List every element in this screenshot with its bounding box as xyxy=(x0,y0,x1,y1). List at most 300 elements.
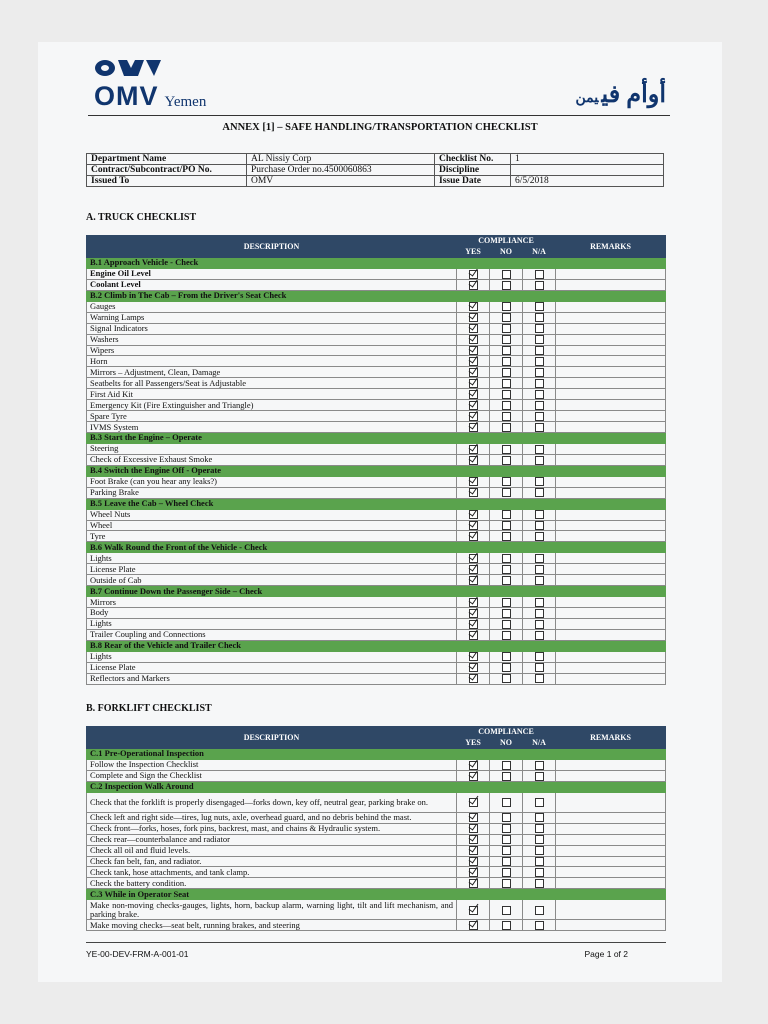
checkbox-yes[interactable] xyxy=(469,357,478,366)
checkbox-no[interactable] xyxy=(502,824,511,833)
checkbox-yes[interactable] xyxy=(469,324,478,333)
remarks-cell[interactable] xyxy=(556,564,666,575)
checkbox-na[interactable] xyxy=(535,270,544,279)
checkbox-no[interactable] xyxy=(502,620,511,629)
remarks-cell[interactable] xyxy=(556,662,666,673)
remarks-cell[interactable] xyxy=(556,900,666,920)
checkbox-na[interactable] xyxy=(535,379,544,388)
checkbox-na[interactable] xyxy=(535,488,544,497)
info-label: Contract/Subcontract/PO No. xyxy=(87,165,247,176)
checkbox-no[interactable] xyxy=(502,652,511,661)
checkbox-yes[interactable] xyxy=(469,772,478,781)
checkbox-yes[interactable] xyxy=(469,921,478,930)
checkbox-na[interactable] xyxy=(535,652,544,661)
checkbox-no[interactable] xyxy=(502,761,511,770)
compliance-yes-cell xyxy=(457,400,490,411)
remarks-cell[interactable] xyxy=(556,823,666,834)
checkbox-na[interactable] xyxy=(535,835,544,844)
checkbox-yes[interactable] xyxy=(469,598,478,607)
checkbox-na[interactable] xyxy=(535,390,544,399)
checkbox-no[interactable] xyxy=(502,772,511,781)
forklift-header-remarks: REMARKS xyxy=(556,727,666,749)
checkbox-na[interactable] xyxy=(535,798,544,807)
checkbox-no[interactable] xyxy=(502,281,511,290)
remarks-cell[interactable] xyxy=(556,597,666,608)
checkbox-yes[interactable] xyxy=(469,521,478,530)
remarks-cell[interactable] xyxy=(556,334,666,345)
item-description: Foot Brake (can you hear any leaks?) xyxy=(87,476,457,487)
remarks-cell[interactable] xyxy=(556,476,666,487)
checkbox-no[interactable] xyxy=(502,477,511,486)
checkbox-no[interactable] xyxy=(502,835,511,844)
group-label: B.8 Rear of the Vehicle and Trailer Check xyxy=(87,640,666,651)
checkbox-no[interactable] xyxy=(502,663,511,672)
remarks-cell[interactable] xyxy=(556,422,666,433)
compliance-yes-cell xyxy=(457,378,490,389)
truck-header-description: DESCRIPTION xyxy=(87,236,457,258)
checklist-row xyxy=(87,422,666,433)
item-description: Washers xyxy=(87,334,457,345)
item-description: Wheel xyxy=(87,520,457,531)
compliance-na-cell xyxy=(523,673,556,684)
info-label: Discipline xyxy=(435,165,511,176)
compliance-na-cell xyxy=(523,443,556,454)
checkbox-yes[interactable] xyxy=(469,379,478,388)
checklist-row xyxy=(87,920,666,931)
group-row xyxy=(87,498,666,509)
checkbox-yes[interactable] xyxy=(469,445,478,454)
forklift-header-na: N/A xyxy=(523,738,556,749)
checklist-row xyxy=(87,443,666,454)
checkbox-yes[interactable] xyxy=(469,824,478,833)
compliance-yes-cell xyxy=(457,792,490,812)
remarks-cell[interactable] xyxy=(556,443,666,454)
compliance-yes-cell xyxy=(457,629,490,640)
checkbox-na[interactable] xyxy=(535,302,544,311)
remarks-cell[interactable] xyxy=(556,345,666,356)
remarks-cell[interactable] xyxy=(556,411,666,422)
compliance-na-cell xyxy=(523,520,556,531)
compliance-yes-cell xyxy=(457,279,490,290)
checklist-row xyxy=(87,454,666,465)
checkbox-no[interactable] xyxy=(502,868,511,877)
checkbox-yes[interactable] xyxy=(469,846,478,855)
brand-subtitle: Yemen xyxy=(164,94,207,110)
checkbox-no[interactable] xyxy=(502,488,511,497)
compliance-na-cell xyxy=(523,476,556,487)
item-description: Mirrors xyxy=(87,597,457,608)
compliance-no-cell xyxy=(490,792,523,812)
checkbox-yes[interactable] xyxy=(469,488,478,497)
checkbox-no[interactable] xyxy=(502,521,511,530)
checkbox-no[interactable] xyxy=(502,576,511,585)
checklist-row xyxy=(87,400,666,411)
compliance-no-cell xyxy=(490,608,523,619)
compliance-na-cell xyxy=(523,564,556,575)
info-value: OMV xyxy=(247,176,435,187)
checkbox-na[interactable] xyxy=(535,456,544,465)
compliance-no-cell xyxy=(490,301,523,312)
truck-section-title: A. TRUCK CHECKLIST xyxy=(86,212,197,223)
checkbox-na[interactable] xyxy=(535,477,544,486)
checkbox-na[interactable] xyxy=(535,281,544,290)
compliance-yes-cell xyxy=(457,856,490,867)
compliance-na-cell xyxy=(523,422,556,433)
checkbox-na[interactable] xyxy=(535,824,544,833)
item-description: Body xyxy=(87,608,457,619)
checkbox-no[interactable] xyxy=(502,879,511,888)
checkbox-na[interactable] xyxy=(535,445,544,454)
checklist-row xyxy=(87,629,666,640)
checkbox-na[interactable] xyxy=(535,554,544,563)
checkbox-no[interactable] xyxy=(502,335,511,344)
remarks-cell[interactable] xyxy=(556,279,666,290)
compliance-yes-cell xyxy=(457,867,490,878)
checkbox-yes[interactable] xyxy=(469,390,478,399)
group-label: B.4 Switch the Engine Off - Operate xyxy=(87,465,666,476)
checklist-row xyxy=(87,759,666,770)
checkbox-no[interactable] xyxy=(502,631,511,640)
checkbox-yes[interactable] xyxy=(469,368,478,377)
remarks-cell[interactable] xyxy=(556,759,666,770)
checkbox-na[interactable] xyxy=(535,906,544,915)
item-description: Gauges xyxy=(87,301,457,312)
truck-header-yes: YES xyxy=(457,247,490,258)
checkbox-yes[interactable] xyxy=(469,576,478,585)
checkbox-no[interactable] xyxy=(502,368,511,377)
checkbox-yes[interactable] xyxy=(469,313,478,322)
compliance-na-cell xyxy=(523,651,556,662)
remarks-cell[interactable] xyxy=(556,487,666,498)
checkbox-na[interactable] xyxy=(535,401,544,410)
group-row xyxy=(87,749,666,760)
compliance-yes-cell xyxy=(457,411,490,422)
compliance-na-cell xyxy=(523,629,556,640)
checkbox-no[interactable] xyxy=(502,324,511,333)
item-description: Coolant Level xyxy=(87,279,457,290)
checkbox-yes[interactable] xyxy=(469,857,478,866)
compliance-yes-cell xyxy=(457,920,490,931)
checkbox-na[interactable] xyxy=(535,357,544,366)
item-description: Signal Indicators xyxy=(87,323,457,334)
compliance-na-cell xyxy=(523,878,556,889)
compliance-yes-cell xyxy=(457,356,490,367)
item-description: Warning Lamps xyxy=(87,312,457,323)
remarks-cell[interactable] xyxy=(556,812,666,823)
compliance-no-cell xyxy=(490,411,523,422)
checkbox-yes[interactable] xyxy=(469,456,478,465)
checkbox-na[interactable] xyxy=(535,609,544,618)
checkbox-na[interactable] xyxy=(535,368,544,377)
compliance-na-cell xyxy=(523,411,556,422)
checkbox-no[interactable] xyxy=(502,846,511,855)
info-row xyxy=(87,176,664,187)
checkbox-na[interactable] xyxy=(535,510,544,519)
compliance-no-cell xyxy=(490,878,523,889)
checkbox-no[interactable] xyxy=(502,270,511,279)
compliance-no-cell xyxy=(490,323,523,334)
checkbox-no[interactable] xyxy=(502,532,511,541)
remarks-cell[interactable] xyxy=(556,920,666,931)
checkbox-na[interactable] xyxy=(535,857,544,866)
remarks-cell[interactable] xyxy=(556,454,666,465)
item-description: Reflectors and Markers xyxy=(87,673,457,684)
compliance-yes-cell xyxy=(457,564,490,575)
remarks-cell[interactable] xyxy=(556,575,666,586)
remarks-cell[interactable] xyxy=(556,878,666,889)
checkbox-no[interactable] xyxy=(502,554,511,563)
checklist-row xyxy=(87,564,666,575)
checklist-row xyxy=(87,845,666,856)
checklist-row xyxy=(87,867,666,878)
remarks-cell[interactable] xyxy=(556,531,666,542)
compliance-yes-cell xyxy=(457,878,490,889)
compliance-yes-cell xyxy=(457,520,490,531)
compliance-yes-cell xyxy=(457,487,490,498)
checkbox-na[interactable] xyxy=(535,346,544,355)
checklist-row xyxy=(87,411,666,422)
checkbox-yes[interactable] xyxy=(469,761,478,770)
compliance-na-cell xyxy=(523,323,556,334)
remarks-cell[interactable] xyxy=(556,509,666,520)
checkbox-na[interactable] xyxy=(535,631,544,640)
checkbox-yes[interactable] xyxy=(469,652,478,661)
group-row xyxy=(87,290,666,301)
compliance-yes-cell xyxy=(457,531,490,542)
item-description: Check left and right side—tires, lug nuts, axle, overhead guard, and no debris behind the mast. xyxy=(87,812,457,823)
group-row xyxy=(87,781,666,792)
remarks-cell[interactable] xyxy=(556,856,666,867)
compliance-na-cell xyxy=(523,454,556,465)
compliance-na-cell xyxy=(523,487,556,498)
compliance-no-cell xyxy=(490,673,523,684)
checkbox-na[interactable] xyxy=(535,576,544,585)
checkbox-yes[interactable] xyxy=(469,270,478,279)
remarks-cell[interactable] xyxy=(556,608,666,619)
checkbox-no[interactable] xyxy=(502,598,511,607)
checkbox-no[interactable] xyxy=(502,906,511,915)
checkbox-yes[interactable] xyxy=(469,813,478,822)
checkbox-na[interactable] xyxy=(535,772,544,781)
compliance-no-cell xyxy=(490,823,523,834)
footer-rule xyxy=(86,942,666,943)
checkbox-no[interactable] xyxy=(502,445,511,454)
item-description: Lights xyxy=(87,553,457,564)
checkbox-na[interactable] xyxy=(535,846,544,855)
compliance-no-cell xyxy=(490,476,523,487)
compliance-yes-cell xyxy=(457,812,490,823)
remarks-cell[interactable] xyxy=(556,378,666,389)
checkbox-yes[interactable] xyxy=(469,401,478,410)
checkbox-na[interactable] xyxy=(535,335,544,344)
checkbox-yes[interactable] xyxy=(469,631,478,640)
compliance-na-cell xyxy=(523,345,556,356)
checkbox-yes[interactable] xyxy=(469,620,478,629)
compliance-no-cell xyxy=(490,520,523,531)
remarks-cell[interactable] xyxy=(556,792,666,812)
remarks-cell[interactable] xyxy=(556,323,666,334)
checkbox-na[interactable] xyxy=(535,813,544,822)
checkbox-no[interactable] xyxy=(502,313,511,322)
checkbox-no[interactable] xyxy=(502,379,511,388)
checkbox-yes[interactable] xyxy=(469,879,478,888)
checkbox-yes[interactable] xyxy=(469,798,478,807)
remarks-cell[interactable] xyxy=(556,400,666,411)
checkbox-yes[interactable] xyxy=(469,674,478,683)
checkbox-na[interactable] xyxy=(535,921,544,930)
remarks-cell[interactable] xyxy=(556,553,666,564)
compliance-na-cell xyxy=(523,845,556,856)
checkbox-na[interactable] xyxy=(535,532,544,541)
checkbox-yes[interactable] xyxy=(469,302,478,311)
checkbox-na[interactable] xyxy=(535,674,544,683)
checkbox-yes[interactable] xyxy=(469,281,478,290)
checkbox-yes[interactable] xyxy=(469,565,478,574)
compliance-na-cell xyxy=(523,575,556,586)
compliance-no-cell xyxy=(490,268,523,279)
checkbox-na[interactable] xyxy=(535,313,544,322)
group-label: B.2 Climb in The Cab – From the Driver's Seat Check xyxy=(87,290,666,301)
forklift-header-no: NO xyxy=(490,738,523,749)
remarks-cell[interactable] xyxy=(556,867,666,878)
omv-logo xyxy=(94,58,206,110)
checklist-row xyxy=(87,389,666,400)
checkbox-yes[interactable] xyxy=(469,532,478,541)
remarks-cell[interactable] xyxy=(556,651,666,662)
checkbox-yes[interactable] xyxy=(469,609,478,618)
forklift-checklist-table xyxy=(86,726,666,931)
checkbox-yes[interactable] xyxy=(469,335,478,344)
checkbox-no[interactable] xyxy=(502,423,511,432)
compliance-yes-cell xyxy=(457,618,490,629)
group-label: C.2 Inspection Walk Around xyxy=(87,781,666,792)
checkbox-na[interactable] xyxy=(535,620,544,629)
remarks-cell[interactable] xyxy=(556,845,666,856)
checkbox-yes[interactable] xyxy=(469,554,478,563)
compliance-no-cell xyxy=(490,509,523,520)
compliance-yes-cell xyxy=(457,673,490,684)
remarks-cell[interactable] xyxy=(556,356,666,367)
compliance-na-cell xyxy=(523,531,556,542)
checkbox-na[interactable] xyxy=(535,598,544,607)
checklist-row xyxy=(87,345,666,356)
checkbox-yes[interactable] xyxy=(469,868,478,877)
compliance-na-cell xyxy=(523,334,556,345)
compliance-no-cell xyxy=(490,575,523,586)
item-description: Check fan belt, fan, and radiator. xyxy=(87,856,457,867)
remarks-cell[interactable] xyxy=(556,834,666,845)
checklist-row xyxy=(87,662,666,673)
truck-header-remarks: REMARKS xyxy=(556,236,666,258)
remarks-cell[interactable] xyxy=(556,389,666,400)
checkbox-no[interactable] xyxy=(502,798,511,807)
checkbox-na[interactable] xyxy=(535,324,544,333)
compliance-yes-cell xyxy=(457,345,490,356)
checkbox-no[interactable] xyxy=(502,456,511,465)
checkbox-yes[interactable] xyxy=(469,412,478,421)
checkbox-no[interactable] xyxy=(502,813,511,822)
checkbox-no[interactable] xyxy=(502,510,511,519)
compliance-yes-cell xyxy=(457,900,490,920)
item-description: Emergency Kit (Fire Extinguisher and Triangle) xyxy=(87,400,457,411)
checkbox-no[interactable] xyxy=(502,412,511,421)
group-row xyxy=(87,640,666,651)
document-sheet xyxy=(38,42,722,982)
checklist-row xyxy=(87,597,666,608)
checkbox-no[interactable] xyxy=(502,390,511,399)
compliance-yes-cell xyxy=(457,268,490,279)
checkbox-no[interactable] xyxy=(502,565,511,574)
forklift-header-compliance: COMPLIANCE xyxy=(457,727,556,738)
item-description: Wheel Nuts xyxy=(87,509,457,520)
compliance-na-cell xyxy=(523,509,556,520)
compliance-no-cell xyxy=(490,900,523,920)
checkbox-na[interactable] xyxy=(535,423,544,432)
remarks-cell[interactable] xyxy=(556,673,666,684)
info-value xyxy=(511,165,664,176)
checkbox-na[interactable] xyxy=(535,663,544,672)
remarks-cell[interactable] xyxy=(556,312,666,323)
checkbox-na[interactable] xyxy=(535,565,544,574)
info-row xyxy=(87,165,664,176)
remarks-cell[interactable] xyxy=(556,301,666,312)
checkbox-no[interactable] xyxy=(502,346,511,355)
checkbox-yes[interactable] xyxy=(469,477,478,486)
remarks-cell[interactable] xyxy=(556,268,666,279)
checkbox-yes[interactable] xyxy=(469,510,478,519)
compliance-na-cell xyxy=(523,301,556,312)
group-row xyxy=(87,465,666,476)
checkbox-na[interactable] xyxy=(535,761,544,770)
compliance-no-cell xyxy=(490,378,523,389)
checkbox-no[interactable] xyxy=(502,609,511,618)
checklist-row xyxy=(87,792,666,812)
checkbox-yes[interactable] xyxy=(469,906,478,915)
remarks-cell[interactable] xyxy=(556,367,666,378)
checkbox-no[interactable] xyxy=(502,357,511,366)
checkbox-yes[interactable] xyxy=(469,835,478,844)
compliance-no-cell xyxy=(490,334,523,345)
compliance-na-cell xyxy=(523,378,556,389)
checkbox-na[interactable] xyxy=(535,521,544,530)
item-description: Make non-moving checks-gauges, lights, horn, backup alarm, warning light, tilt and lift mechanism, and parking brake. xyxy=(87,900,457,920)
checkbox-na[interactable] xyxy=(535,879,544,888)
info-label: Issue Date xyxy=(435,176,511,187)
checkbox-no[interactable] xyxy=(502,401,511,410)
remarks-cell[interactable] xyxy=(556,520,666,531)
compliance-na-cell xyxy=(523,312,556,323)
compliance-yes-cell xyxy=(457,476,490,487)
checkbox-no[interactable] xyxy=(502,921,511,930)
checkbox-no[interactable] xyxy=(502,857,511,866)
remarks-cell[interactable] xyxy=(556,618,666,629)
compliance-no-cell xyxy=(490,856,523,867)
checkbox-no[interactable] xyxy=(502,674,511,683)
remarks-cell[interactable] xyxy=(556,770,666,781)
checkbox-yes[interactable] xyxy=(469,423,478,432)
compliance-na-cell xyxy=(523,367,556,378)
checkbox-yes[interactable] xyxy=(469,346,478,355)
checkbox-na[interactable] xyxy=(535,868,544,877)
checkbox-na[interactable] xyxy=(535,412,544,421)
compliance-no-cell xyxy=(490,356,523,367)
checkbox-yes[interactable] xyxy=(469,663,478,672)
checklist-row xyxy=(87,268,666,279)
checkbox-no[interactable] xyxy=(502,302,511,311)
checklist-row xyxy=(87,279,666,290)
checklist-row xyxy=(87,823,666,834)
remarks-cell[interactable] xyxy=(556,629,666,640)
